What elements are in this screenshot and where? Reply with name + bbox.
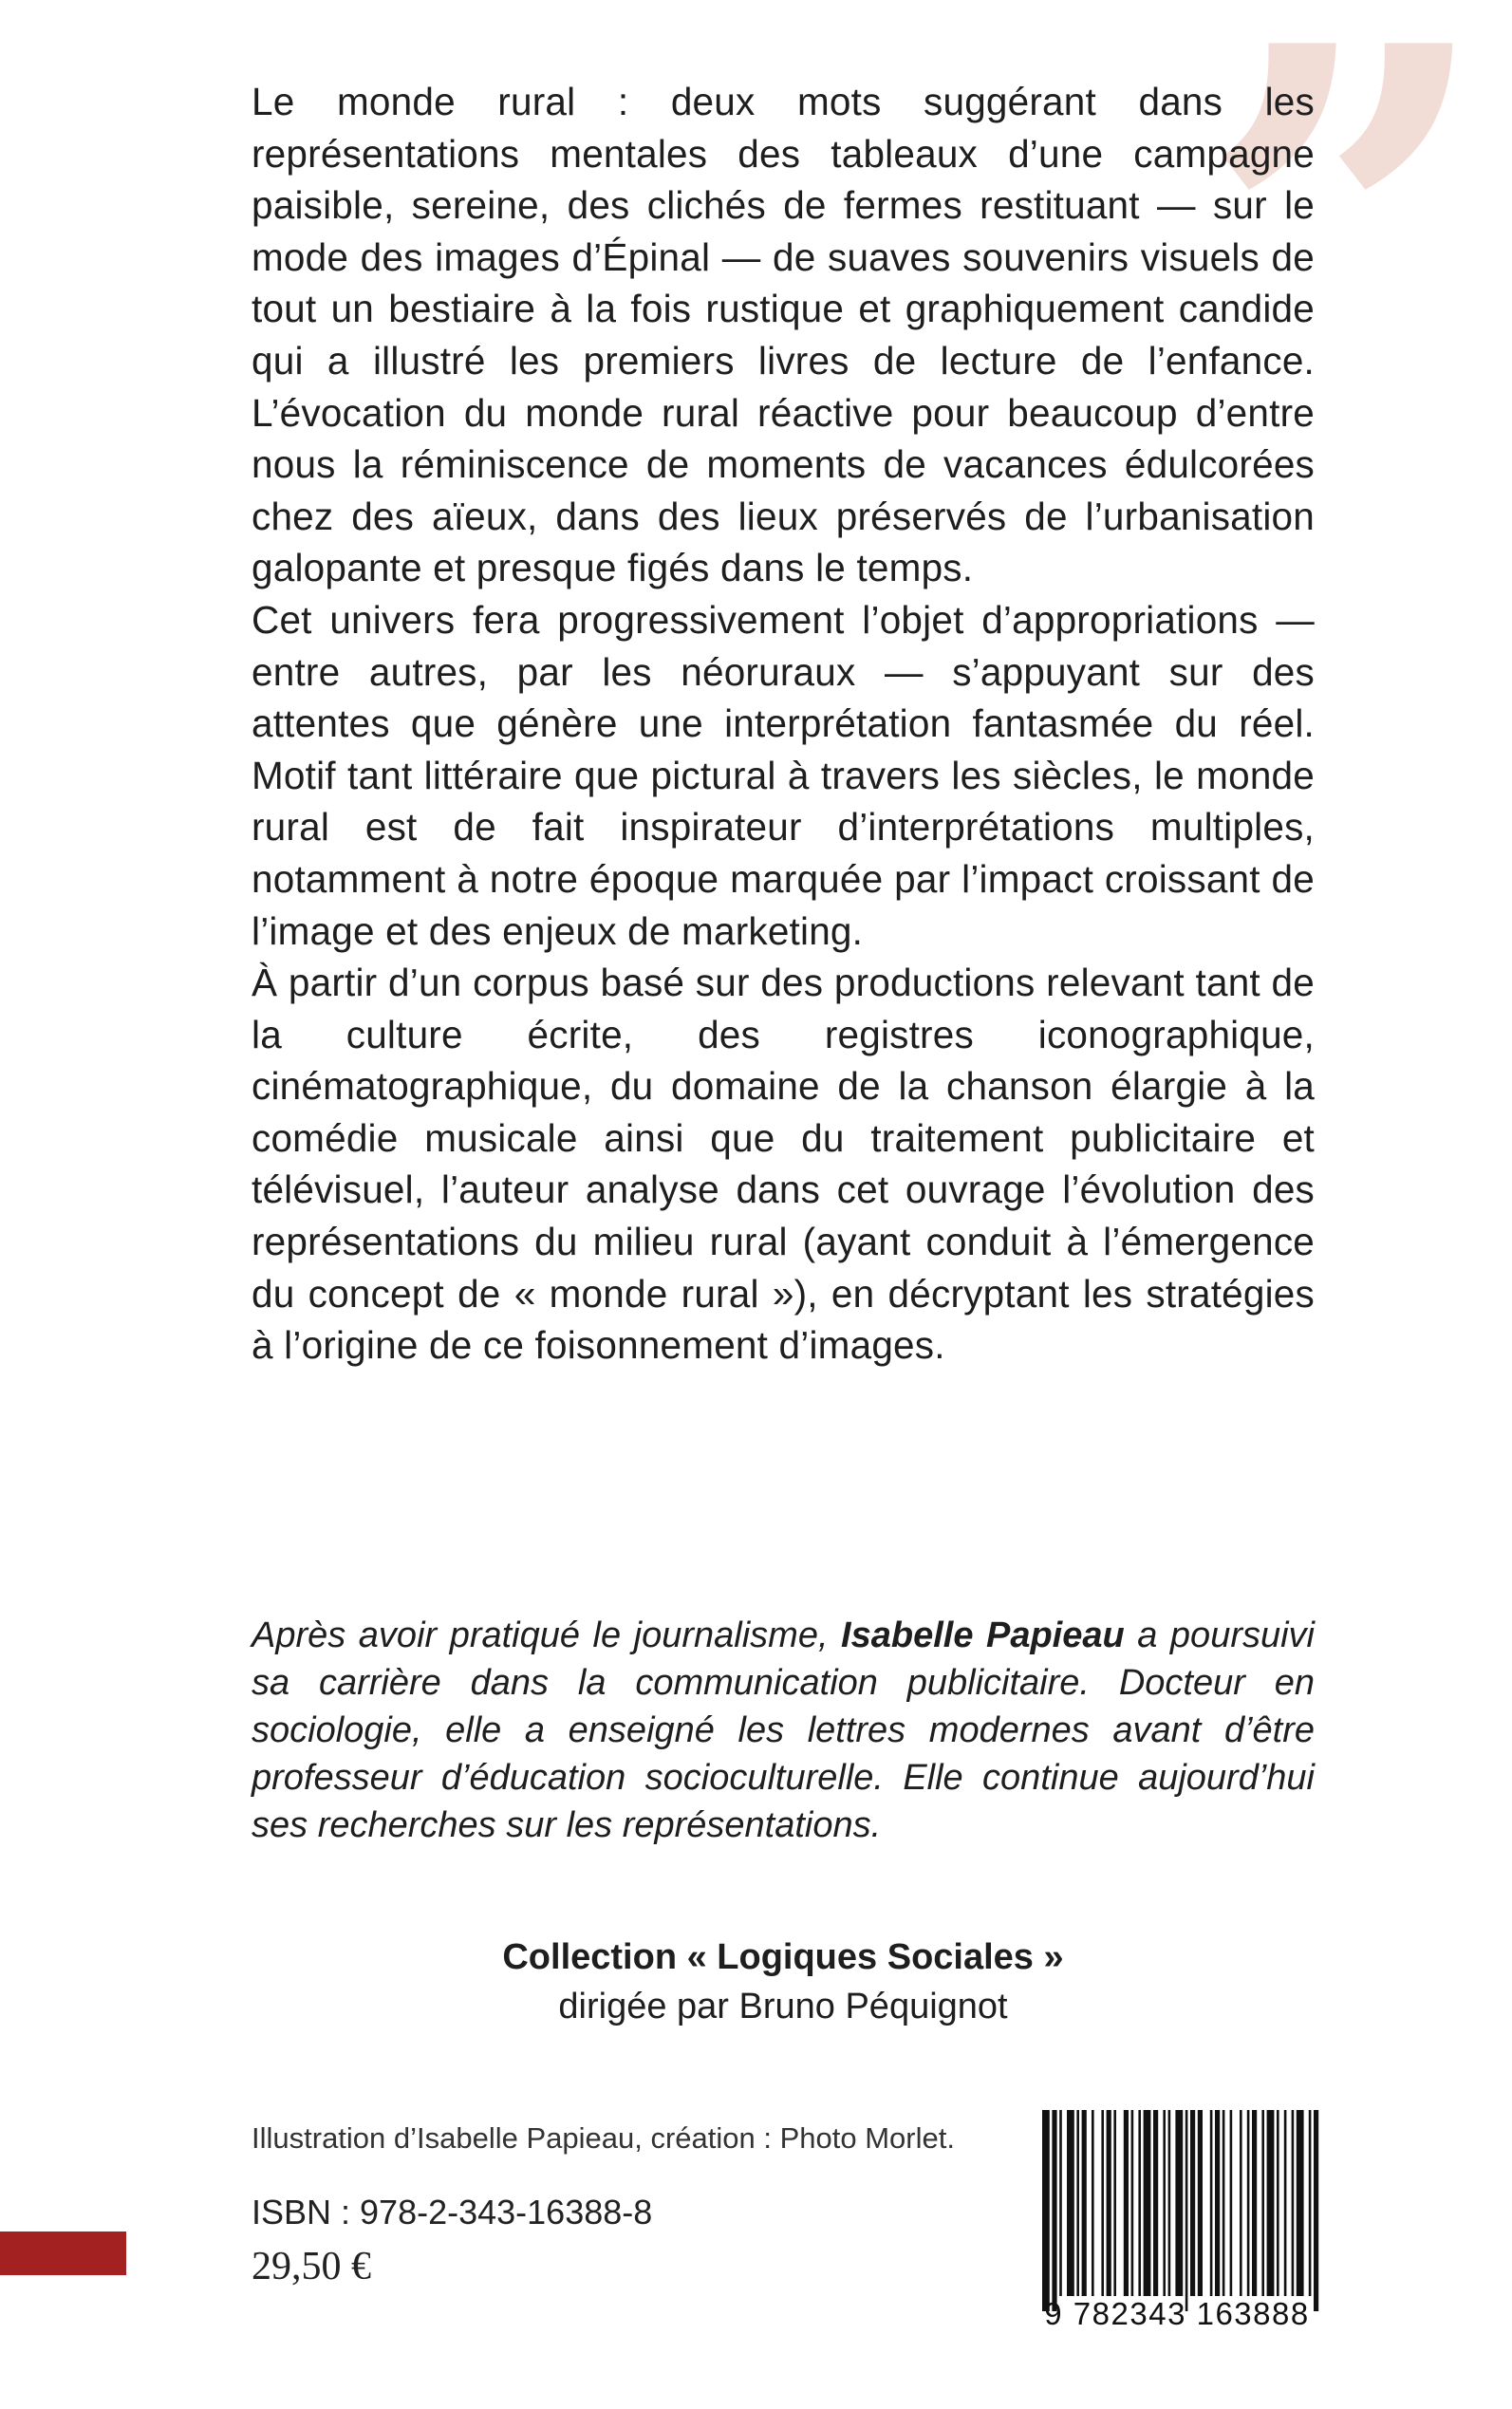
barcode-bar: [1144, 2110, 1151, 2296]
illustration-credit: Illustration d’Isabelle Papieau, création : Photo Morlet.: [252, 2121, 955, 2155]
barcode-bar: [1314, 2110, 1318, 2311]
price: 29,50 €: [252, 2245, 371, 2288]
barcode-bar: [1309, 2110, 1312, 2296]
back-cover-blurb: [252, 76, 1315, 1372]
barcode-bar: [1284, 2110, 1287, 2296]
barcode-bar: [1082, 2110, 1087, 2296]
author-name: Isabelle Papieau: [841, 1615, 1125, 1655]
barcode-bar: [1076, 2110, 1079, 2296]
barcode-bar: [1113, 2110, 1116, 2296]
blurb-paragraph-2: Cet univers fera progressivement l’objet d’appropriations — entre autres, par les néoruraux — s’appuyant sur des attentes que génère une interprétation fantasmée du réel. Motif tant littéraire que pictural à travers les siècles, le monde rural est de fait inspirateur d’interprétations multiples, notamment à notre époque marquée par l’impact croissant de l’image et des enjeux de marketing.: [252, 597, 1315, 953]
blurb-paragraph-3: À partir d’un corpus basé sur des productions relevant tant de la culture écrite, des registres iconographique, cinématographique, du domaine de la chanson élargie à la comédie musicale ainsi que du traitement publicitaire et télévisuel, l’auteur analyse dans cet ouvrage l’évolution des représentations du milieu rural (ayant conduit à l’émergence du concept de « monde rural »), en décryptant les stratégies à l’origine de ce foisonnement d’images.: [252, 961, 1315, 1368]
barcode: [1035, 2110, 1319, 2349]
barcode-bar: [1175, 2110, 1183, 2296]
barcode-bar: [1223, 2110, 1225, 2296]
author-bio-suffix: a poursuivi sa carrière dans la communication publicitaire. Docteur en sociologie, elle a enseigné les lettres modernes avant d’être professeur d’éducation socioculturelle. Elle continue aujourd’hui ses recherches sur les représentations.: [252, 1615, 1315, 1845]
barcode-bar: [1042, 2110, 1050, 2311]
barcode-bar: [1297, 2110, 1304, 2296]
footer-info: [252, 2120, 1011, 2290]
collection-title: Collection « Logiques Sociales »: [502, 1937, 1064, 1977]
barcode-bar: [1101, 2110, 1104, 2296]
barcode-bar: [1247, 2110, 1250, 2296]
author-bio: [252, 1612, 1315, 1849]
blurb-paragraph-1: Le monde rural : deux mots suggérant dans les représentations mentales des tableaux d’une campagne paisible, sereine, des clichés de fermes restituant — sur le mode des images d’Épinal — de suaves souvenirs visuels de tout un bestiaire à la fois rustique et graphiquement candide qui a illustré les premiers livres de lecture de l’enfance. L’évocation du monde rural réactive pour beaucoup d’entre nous la réminiscence de moments de vacances édulcorées chez des aïeux, dans des lieux préservés de l’urbanisation galopante et presque figés dans le temps.: [252, 80, 1315, 590]
barcode-digits: 9 782343 163888: [1044, 2296, 1310, 2331]
barcode-bar: [1185, 2110, 1188, 2311]
barcode-bar: [1261, 2110, 1264, 2296]
barcode-bar: [1124, 2110, 1129, 2296]
barcode-bar: [1163, 2110, 1166, 2296]
barcode-bar: [1052, 2110, 1056, 2311]
barcode-bar: [1240, 2110, 1242, 2296]
decorative-quote-icon: ”: [1198, 0, 1493, 538]
barcode-bar: [1267, 2110, 1275, 2296]
barcode-bar: [1138, 2110, 1141, 2296]
collection-director: dirigée par Bruno Péquignot: [558, 1987, 1008, 2026]
accent-bar: [0, 2232, 126, 2275]
barcode-bar: [1067, 2110, 1074, 2296]
barcode-bar: [1252, 2110, 1257, 2296]
barcode-bar: [1292, 2110, 1295, 2296]
barcode-bar: [1215, 2110, 1220, 2296]
barcode-bar: [1092, 2110, 1094, 2296]
barcode-bar: [1230, 2110, 1233, 2296]
barcode-bar: [1168, 2110, 1171, 2296]
author-bio-prefix: Après avoir pratiqué le journalisme,: [252, 1615, 842, 1655]
barcode-bar: [1059, 2110, 1062, 2296]
barcode-bar: [1210, 2110, 1213, 2296]
barcode-bar: [1198, 2110, 1203, 2296]
barcode-bar: [1153, 2110, 1158, 2296]
barcode-bar: [1277, 2110, 1279, 2296]
barcode-bar: [1131, 2110, 1134, 2296]
collection-info: [252, 1933, 1315, 2031]
barcode-bar: [1190, 2110, 1195, 2296]
isbn: ISBN : 978-2-343-16388-8: [252, 2193, 653, 2232]
barcode-bar: [1107, 2110, 1111, 2296]
